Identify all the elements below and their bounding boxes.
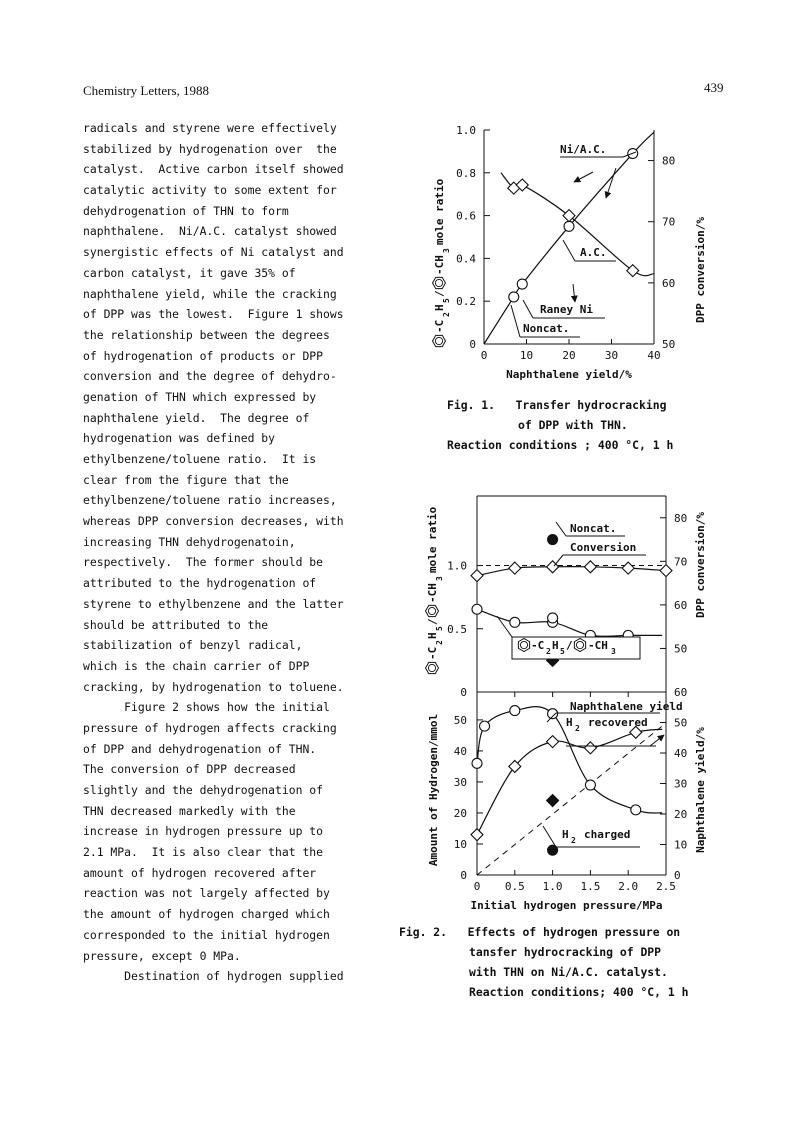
fig1-arrow-raney xyxy=(573,284,575,302)
fig1-right-tick-label: 50 xyxy=(662,338,676,351)
fig2-ylabel-part: H xyxy=(426,632,439,639)
body-line: carbon catalyst, it gave 35% of xyxy=(83,265,296,280)
fig1-caption-line2: of DPP with THN. xyxy=(518,418,628,432)
fig2-legend-text: / xyxy=(566,639,573,652)
body-line: of hydrogenation of products or DPP xyxy=(83,348,324,363)
fig2-upper-right-axis-label: DPP conversion/% xyxy=(694,512,707,618)
body-line: genation of THN which expressed by xyxy=(83,389,317,404)
fig2-naph-yield-point xyxy=(472,758,482,768)
fig2-annotation-h2chg-word: charged xyxy=(584,828,631,841)
body-line: THN decreased markedly with the xyxy=(83,803,296,818)
body-line: slightly and the dehydrogenation of xyxy=(83,783,324,797)
fig1-annotation-leader xyxy=(563,240,575,261)
fig2-naph-yield-point xyxy=(548,709,558,719)
fig2-lower-left-tick-label: 30 xyxy=(453,775,467,789)
fig1-label-sub: 2 xyxy=(442,312,451,317)
fig1-ratio-point xyxy=(564,221,574,231)
fig1-label-sub: 3 xyxy=(442,248,451,253)
fig1-x-tick-label: 10 xyxy=(519,349,534,362)
fig2-upper-right-tick-label: 70 xyxy=(674,555,688,569)
body-line: pressure of hydrogen affects cracking xyxy=(83,720,337,735)
body-line: the relationship between the degrees xyxy=(83,327,330,342)
body-line: naphthalene. Ni/A.C. catalyst showed xyxy=(83,224,337,239)
fig1-right-tick-label: 80 xyxy=(662,154,676,168)
fig1-x-axis-label: Naphthalene yield/% xyxy=(506,368,632,381)
fig1-annotation-ac: A.C. xyxy=(580,246,607,259)
body-line: increase in hydrogen pressure up to xyxy=(83,824,324,839)
fig1-left-tick-label: 0.4 xyxy=(456,252,476,266)
body-line: ethylbenzene/toluene ratio. It is xyxy=(83,452,317,466)
fig2-h2-recovered-point xyxy=(471,829,483,841)
fig2-naph-yield-point xyxy=(585,780,595,790)
fig1-label-part: mole ratio xyxy=(433,178,446,245)
fig1-right-tick-label: 60 xyxy=(662,276,676,290)
fig2-legend-sub: 3 xyxy=(611,647,616,656)
body-line: Destination of hydrogen supplied xyxy=(83,969,344,984)
fig2-annotation-leader xyxy=(556,522,566,536)
fig2-caption-line3: with THN on Ni/A.C. catalyst. xyxy=(469,965,668,979)
fig2-annotation-h2rec-word: recovered xyxy=(588,716,648,729)
fig1-left-tick-label: 1.0 xyxy=(456,124,476,137)
fig2-caption-line2: tansfer hydrocracking of DPP xyxy=(469,945,662,959)
fig2-annotation-leader xyxy=(543,826,556,847)
fig2-x-tick-label: 2.0 xyxy=(618,880,639,893)
body-line: which is the chain carrier of DPP xyxy=(83,658,310,673)
body-line: dehydrogenation of THN to form xyxy=(83,203,289,218)
fig2-legend-text: -C xyxy=(531,639,545,652)
fig1-left-tick-label: 0.6 xyxy=(456,209,476,223)
body-line: whereas DPP conversion decreases, with xyxy=(83,514,344,529)
body-line: amount of hydrogen recovered after xyxy=(83,865,317,880)
fig2-ratio-point xyxy=(471,570,483,582)
fig1-x-tick-label: 0 xyxy=(480,349,488,362)
body-line: clear from the figure that the xyxy=(83,472,289,487)
fig2-x-tick-label: 0.5 xyxy=(504,880,525,893)
fig1-x-tick-label: 40 xyxy=(647,349,661,362)
fig2-upper-left-tick-label: 0 xyxy=(460,686,467,699)
body-line: synergistic effects of Ni catalyst and xyxy=(83,245,344,260)
fig1-label-sub: 5 xyxy=(442,298,451,303)
fig2-ratio-point xyxy=(509,562,521,574)
fig1-benzene-icon-2-ring xyxy=(435,279,442,286)
body-line: The conversion of DPP decreased xyxy=(83,762,296,777)
fig2-lower-right-tick-label: 60 xyxy=(674,686,688,699)
fig2-ratio-curve xyxy=(477,567,666,576)
fig2-lower-left-tick-label: 50 xyxy=(453,713,467,727)
body-line: hydrogenation was defined by xyxy=(83,431,276,446)
fig2-lower-right-tick-label: 10 xyxy=(674,838,688,852)
fig2-upper-right-tick-label: 80 xyxy=(674,511,688,525)
fig2-annotation-sub: 2 xyxy=(575,724,580,733)
fig2-lower-left-tick-label: 20 xyxy=(453,806,467,820)
fig1-right-axis-label: DPP conversion/% xyxy=(694,217,707,323)
body-line: Figure 2 shows how the initial xyxy=(83,700,330,715)
fig2-upper-left-tick-label: 0.5 xyxy=(447,622,467,636)
body-line: cracking, by hydrogenation to toluene. xyxy=(83,679,344,694)
fig2-arrow-h2rec xyxy=(650,735,664,746)
fig2-x-tick-label: 0 xyxy=(473,880,481,893)
fig2-ratio-point xyxy=(660,565,672,577)
fig2-caption-line4: Reaction conditions; 400 °C, 1 h xyxy=(469,985,689,999)
fig2-legend-sub: 2 xyxy=(546,647,551,656)
fig1-x-tick-label: 20 xyxy=(562,349,576,362)
fig2-lower-right-tick-label: 30 xyxy=(674,777,688,791)
fig2-naph-yield-point xyxy=(480,721,490,731)
body-line: reaction was not largely affected by xyxy=(83,886,330,901)
fig2-annotation-h2rec: H xyxy=(566,716,573,729)
fig1-arrow-left xyxy=(574,172,593,182)
fig2-x-tick-label: 2.5 xyxy=(656,880,676,893)
fig2-x-tick-label: 1.0 xyxy=(542,880,563,893)
body-line: pressure, except 0 MPa. xyxy=(83,948,241,963)
fig2-legend-text: -CH xyxy=(588,639,608,652)
fig2-ylabel-part: mole ratio xyxy=(426,506,439,573)
fig1-label-part: / xyxy=(433,290,446,297)
fig1-annotation-niac: Ni/A.C. xyxy=(560,143,607,156)
body-line: respectively. The former should be xyxy=(83,555,324,570)
fig1-arrow-right xyxy=(606,168,616,198)
fig1-label-part: -C xyxy=(433,319,446,333)
fig2-ratio-point xyxy=(622,562,634,574)
fig2-conversion-point xyxy=(510,617,520,627)
fig2-annotation-leader xyxy=(554,555,563,566)
body-line: stabilized by hydrogenation over the xyxy=(83,141,337,156)
figure2-chart xyxy=(426,496,708,912)
fig2-lower-right-tick-label: 0 xyxy=(674,869,681,882)
fig1-conversion-point xyxy=(627,265,639,277)
fig2-upper-left-axis-label xyxy=(426,506,445,673)
fig2-lower-left-tick-label: 0 xyxy=(460,869,467,882)
body-line: ethylbenzene/toluene ratio increases, xyxy=(83,493,337,508)
fig1-right-tick-label: 70 xyxy=(662,215,676,229)
body-line: naphthalene yield. The degree of xyxy=(83,410,310,425)
fig2-upper-right-tick-label: 50 xyxy=(674,642,688,656)
body-line: conversion and the degree of dehydro- xyxy=(83,369,337,384)
body-line: increasing THN dehydrogenatoin, xyxy=(83,534,296,549)
fig2-ylabel-benzene-ring xyxy=(428,664,435,671)
fig2-lower-right-tick-label: 40 xyxy=(674,747,688,760)
body-line: radicals and styrene were effectively xyxy=(83,121,337,135)
fig2-lower-right-axis-label: Naphthalene yield/% xyxy=(694,727,707,853)
fig1-x-tick-label: 30 xyxy=(604,349,619,362)
fig1-caption-line1: Fig. 1. Transfer hydrocracking xyxy=(447,398,667,412)
fig1-ratio-point xyxy=(509,292,519,302)
fig1-benzene-icon-ring xyxy=(435,337,442,344)
fig2-lower-right-tick-label: 20 xyxy=(674,808,688,821)
page-number: 439 xyxy=(704,80,724,95)
journal-header: Chemistry Letters, 1988 xyxy=(83,83,210,98)
fig1-left-tick-label: 0.2 xyxy=(456,295,476,309)
fig2-annotation-conversion: Conversion xyxy=(570,541,637,554)
fig1-annotation-noncat: Noncat. xyxy=(523,322,570,335)
fig1-label-part: -CH xyxy=(433,255,446,275)
fig2-ylabel-part: -C xyxy=(426,646,439,660)
body-line: attributed to the hydrogenation of xyxy=(83,576,317,591)
fig2-x-tick-label: 1.5 xyxy=(580,880,601,893)
fig2-x-axis-label: Initial hydrogen pressure/MPa xyxy=(470,899,663,912)
fig2-legend-text: H xyxy=(552,639,559,652)
body-line: naphthalene yield, while the cracking xyxy=(83,286,337,301)
fig2-conversion-curve xyxy=(477,609,662,636)
fig2-ratio-point xyxy=(584,561,596,573)
body-line: should be attributed to the xyxy=(83,617,269,632)
body-line: the amount of hydrogen charged which xyxy=(83,907,330,922)
fig2-naph-yield-point xyxy=(631,805,641,815)
fig2-legend-sub: 5 xyxy=(560,647,565,656)
body-line: stabilization of benzyl radical, xyxy=(83,638,303,653)
body-line: styrene to ethylbenzene and the latter xyxy=(83,596,344,611)
body-line: catalyst. Active carbon itself showed xyxy=(83,162,344,177)
fig2-ylabel-benzene-2-ring xyxy=(428,607,435,614)
fig2-ylabel-part: / xyxy=(426,618,439,625)
fig2-caption-line1: Fig. 2. Effects of hydrogen pressure on xyxy=(399,925,681,939)
body-line: 2.1 MPa. It is also clear that the xyxy=(83,845,324,860)
fig2-annotation-naph-yield: Naphthalene yield xyxy=(570,700,683,713)
fig1-label-part: H xyxy=(433,304,446,311)
fig2-lower-right-tick-label: 50 xyxy=(674,716,688,730)
fig2-upper-right-tick-label: 60 xyxy=(674,598,688,612)
fig2-ylabel-part: -CH xyxy=(426,583,439,603)
body-line: catalytic activity to some extent for xyxy=(83,183,337,198)
fig2-h2-recovered-point xyxy=(584,742,596,754)
fig2-noncat-h2-point xyxy=(547,795,559,807)
fig1-left-tick-label: 0 xyxy=(469,338,476,351)
fig2-naph-yield-point xyxy=(510,706,520,716)
body-line: corresponded to the initial hydrogen xyxy=(83,927,330,942)
fig2-annotation-sub: 2 xyxy=(571,836,576,845)
fig1-annotation-leader xyxy=(511,305,520,337)
fig1-caption-line3: Reaction conditions ; 400 °C, 1 h xyxy=(447,438,674,452)
fig2-conversion-point xyxy=(472,604,482,614)
body-line: of DPP was the lowest. Figure 1 shows xyxy=(83,307,344,322)
fig2-conversion-point xyxy=(548,613,558,623)
fig2-lower-left-axis-label: Amount of Hydrogen/mmol xyxy=(427,713,440,867)
fig1-left-axis-label xyxy=(433,178,452,346)
fig1-ratio-point xyxy=(517,279,527,289)
figure1-chart xyxy=(433,124,708,381)
fig1-annotation-raneyni: Raney Ni xyxy=(540,303,593,316)
fig2-ylabel-sub: 3 xyxy=(435,576,444,581)
fig1-left-tick-label: 0.8 xyxy=(456,166,476,180)
fig1-conversion-point xyxy=(563,210,575,222)
body-line: of DPP and dehydrogenation of THN. xyxy=(83,741,317,756)
fig2-ylabel-sub: 2 xyxy=(435,640,444,645)
fig2-lower-left-tick-label: 10 xyxy=(453,837,467,851)
fig2-noncat-point xyxy=(548,535,558,545)
fig2-annotation-h2chg: H xyxy=(562,828,569,841)
fig2-lower-left-tick-label: 40 xyxy=(453,744,467,758)
fig2-upper-left-tick-label: 1.0 xyxy=(447,559,467,573)
fig1-annotation-leader xyxy=(523,300,533,318)
fig2-annotation-noncat: Noncat. xyxy=(570,522,617,535)
fig2-h2-recovered-point xyxy=(547,736,559,748)
fig2-ylabel-sub: 5 xyxy=(435,626,444,631)
